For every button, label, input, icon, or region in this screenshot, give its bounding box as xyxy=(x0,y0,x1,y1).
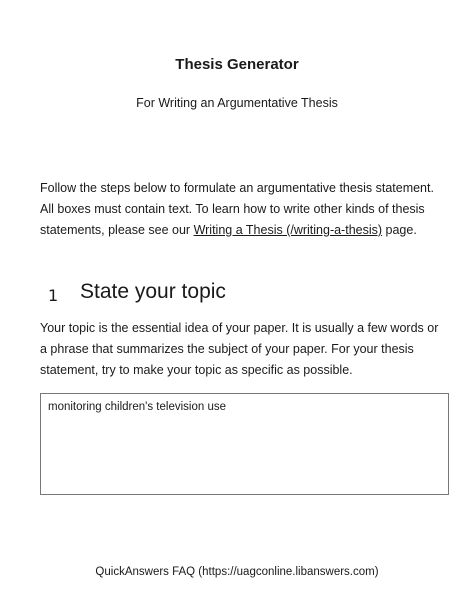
topic-input[interactable] xyxy=(40,393,449,495)
writing-a-thesis-link[interactable]: Writing a Thesis (/writing-a-thesis) xyxy=(193,223,383,237)
footer-link[interactable]: QuickAnswers FAQ (https://uagconline.libanswers.com) xyxy=(95,566,379,578)
intro-text-end: page. xyxy=(382,223,417,237)
step-number: 1 xyxy=(48,286,59,305)
step-1-heading xyxy=(40,280,440,312)
step-title: State your topic xyxy=(80,280,226,303)
page-subtitle: For Writing an Argumentative Thesis xyxy=(136,96,338,110)
page-title: Thesis Generator xyxy=(175,56,299,73)
intro-paragraph xyxy=(40,178,440,241)
step-description: Your topic is the essential idea of your paper. It is usually a few words or a phrase that summarizes the subject of your paper. For your thesis statement, try to make your topic as specific as possible. xyxy=(40,321,439,377)
intro-text: Follow the steps below to formulate an argumentative thesis statement. All boxes must contain text. To learn how to write other kinds of thesis statements, please see our xyxy=(40,181,434,237)
